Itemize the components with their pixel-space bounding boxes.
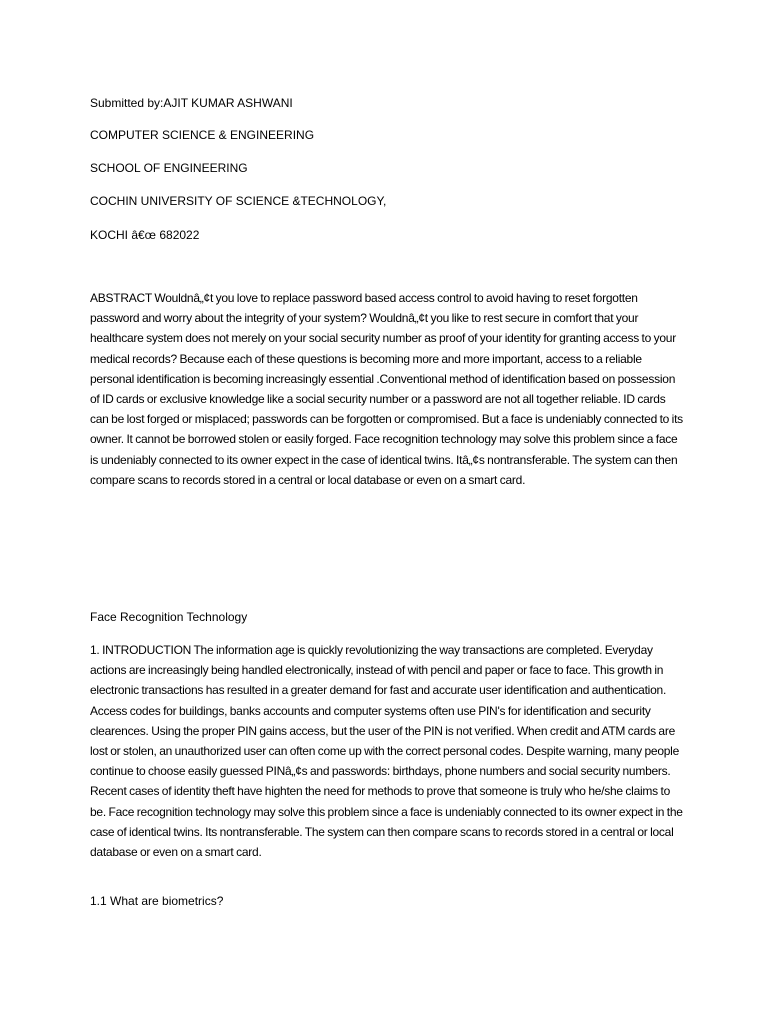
section-title: Face Recognition Technology <box>90 610 248 624</box>
school-line: SCHOOL OF ENGINEERING <box>90 161 248 175</box>
city-line: KOCHI â€œ 682022 <box>90 228 200 242</box>
department-line: COMPUTER SCIENCE & ENGINEERING <box>90 128 315 142</box>
subsection-title: 1.1 What are biometrics? <box>90 894 224 908</box>
abstract-paragraph: ABSTRACT Wouldnâ„¢t you love to replace password based access control to avoid having to reset forgotten password and worry about the integrity of your system? Wouldnâ„¢t you like to rest secure in comfort that your healthcare system does not merely on your social security number as proof of your identity for granting access to your medical records? Because each of these questions is becoming more and more important, access to a reliable personal identification is becoming increasingly essential .Conventional method of identification based on possession of ID cards or exclusive knowledge like a social security number or a password are not all together reliable. ID cards can be lost forged or misplaced; passwords can be forgotten or compromised. But a face is undeniably connected to its owner. It cannot be borrowed stolen or easily forged. Face recognition technology may solve this problem since a face is undeniably connected to its owner expect in the case of identical twins. Itâ„¢s nontransferable. The system can then compare scans to records stored in a central or local database or even on a smart card. <box>90 291 683 487</box>
submitted-by-line: Submitted by:AJIT KUMAR ASHWANI <box>90 96 293 110</box>
introduction-paragraph: 1. INTRODUCTION The information age is quickly revolutionizing the way transactions are completed. Everyday actions are increasingly being handled electronically, instead of with pencil and paper or face to face. This growth in electronic transactions has resulted in a greater demand for fast and accurate user identification and authentication. Access codes for buildings, banks accounts and computer systems often use PIN's for identification and security clearences. Using the proper PIN gains access, but the user of the PIN is not verified. When credit and ATM cards are lost or stolen, an unauthorized user can often come up with the correct personal codes. Despite warning, many people continue to choose easily guessed PINâ„¢s and passwords: birthdays, phone numbers and social security numbers. Recent cases of identity theft have highten the need for methods to prove that someone is truly who he/she claims to be. Face recognition technology may solve this problem since a face is undeniably connected to its owner expect in the case of identical twins. Its nontransferable. The system can then compare scans to records stored in a central or local database or even on a smart card. <box>90 643 683 860</box>
university-line: COCHIN UNIVERSITY OF SCIENCE &TECHNOLOGY, <box>90 194 387 208</box>
